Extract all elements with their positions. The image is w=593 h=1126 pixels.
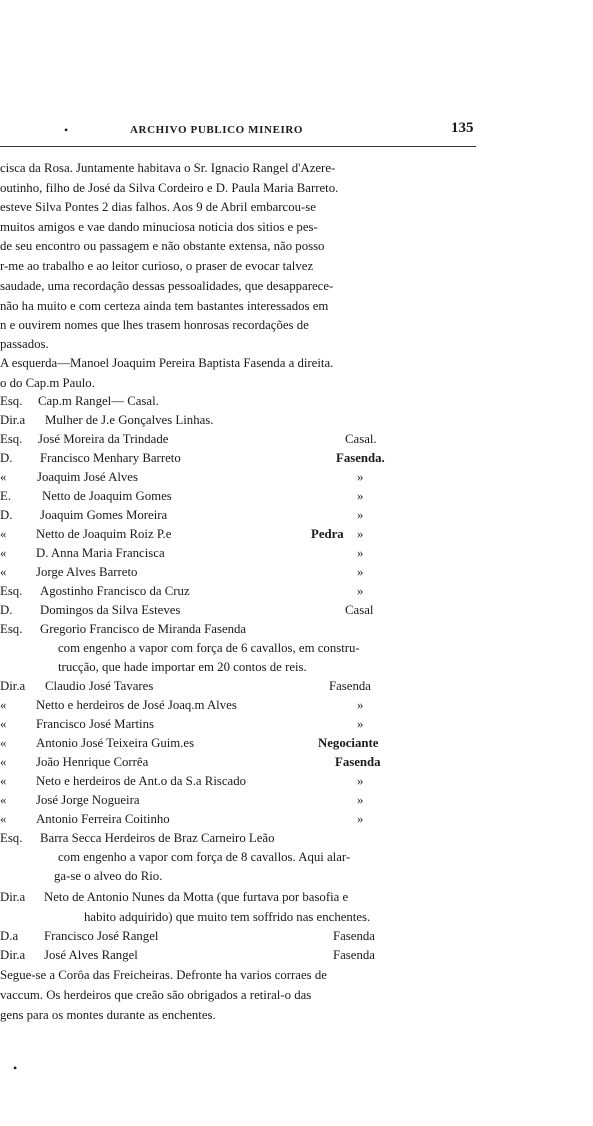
owner-name: Gregorio Francisco de Miranda Fasenda [40,622,247,636]
property-type: Casal [345,603,374,617]
text-line: Segue-se a Corôa das Freicheiras. Defronte ha varios corraes de [0,968,327,982]
side-abbreviation: « [0,717,7,731]
list-item [0,544,480,562]
ditto-mark: » [357,527,364,541]
owner-name: Barra Secca Herdeiros de Braz Carneiro Leão [40,831,275,845]
header-ornament: • [64,123,69,137]
owner-name: José Alves Rangel [44,948,138,962]
list-item [0,506,480,524]
list-item [0,810,480,828]
side-abbreviation: Dir.a [0,413,26,427]
owner-name: Antonio José Teixeira Guim.es [36,736,195,750]
owner-name: Netto e herdeiros de José Joaq.m Alves [36,698,237,712]
text-line: vaccum. Os herdeiros que creão são obrigados a retiral-o das [0,988,312,1002]
list-item [0,411,480,429]
side-abbreviation: D. [0,603,13,617]
property-type: Fasenda [335,755,381,769]
side-abbreviation: « [0,565,7,579]
property-type: Fasenda [333,929,375,943]
owner-name: Domingos da Silva Esteves [40,603,181,617]
entry-note-line: trucção, que hade importar em 20 contos de reis. [58,660,307,674]
side-abbreviation: Esq. [0,432,23,446]
text-line: de seu encontro ou passagem e não obstante extensa, não posso [0,239,325,253]
list-item [0,392,480,410]
text-line: n e ouvirem nomes que lhes trasem honrosas recordações de [0,318,309,332]
owner-name: Neto de Antonio Nunes da Motta (que furtava por basofia e [44,890,349,904]
property-type: Fasenda [329,679,371,693]
ditto-mark: » [357,470,364,484]
side-abbreviation: « [0,698,7,712]
list-item [0,715,480,733]
side-abbreviation: « [0,470,7,484]
text-line: passados. [0,337,49,351]
text-line: muitos amigos e vae dando minuciosa noticia dos sitios e pes- [0,220,318,234]
list-item [0,927,480,945]
list-item [0,696,480,714]
owner-name: Netto de Joaquim Roiz P.e [36,527,172,541]
owner-name: Netto de Joaquim Gomes [42,489,172,503]
side-abbreviation: Esq. [0,831,23,845]
ditto-mark: » [357,508,364,522]
text-line: r-me ao trabalho e ao leitor curioso, o praser de evocar talvez [0,259,314,273]
list-item [0,888,480,906]
ditto-mark: » [357,698,364,712]
owner-name: Neto e herdeiros de Ant.o da S.a Riscado [36,774,247,788]
side-abbreviation: Esq. [0,622,23,636]
list-item [0,582,480,600]
side-abbreviation: D.a [0,929,19,943]
text-line: não ha muito e com certeza ainda tem bastantes interessados em [0,299,329,313]
list-item [0,946,480,964]
side-abbreviation: Dir.a [0,890,26,904]
owner-name: Claudio José Tavares [45,679,154,693]
owner-name: Antonio Ferreira Coitinho [36,812,170,826]
text-line: outinho, filho de José da Silva Cordeiro e D. Paula Maria Barreto. [0,181,339,195]
list-item [0,487,480,505]
owner-name: Francisco José Martins [36,717,154,731]
list-item [0,468,480,486]
list-item [0,753,480,771]
ditto-mark: » [357,489,364,503]
list-item [0,772,480,790]
ditto-mark: » [357,546,364,560]
property-type: Fasenda [333,948,375,962]
ditto-mark: » [357,774,364,788]
running-header: ARCHIVO PUBLICO MINEIRO [130,124,304,136]
side-abbreviation: « [0,546,7,560]
footer-ornament: • [13,1061,18,1075]
owner-name: Jorge Alves Barreto [36,565,138,579]
text-line: saudade, uma recordação dessas pessoalidades, que desapparece- [0,279,334,293]
property-type: Fasenda. [336,451,385,465]
side-abbreviation: D. [0,508,13,522]
list-item [0,449,480,467]
list-item [0,734,480,752]
ditto-mark: » [357,793,364,807]
side-abbreviation: « [0,812,7,826]
entry-note-line: habito adquirido) que muito tem soffrido nas enchentes. [84,910,371,924]
side-abbreviation: Dir.a [0,679,26,693]
side-abbreviation: « [0,527,7,541]
list-item [0,791,480,809]
property-type: Negociante [318,736,379,750]
list-item [0,677,480,695]
owner-name: Agostinho Francisco da Cruz [40,584,190,598]
list-item [0,829,480,847]
entry-note-line: com engenho a vapor com força de 8 cavallos. Aqui alar- [58,850,351,864]
property-type: Pedra [311,527,344,541]
side-abbreviation: « [0,793,7,807]
side-abbreviation: D. [0,451,13,465]
list-item [0,563,480,581]
owner-name: Joaquim José Alves [37,470,138,484]
owner-name: José Jorge Nogueira [36,793,140,807]
owner-name: Francisco Menhary Barreto [40,451,181,465]
owner-name: José Moreira da Trindade [38,432,169,446]
side-abbreviation: « [0,774,7,788]
ditto-mark: » [357,565,364,579]
side-abbreviation: « [0,755,7,769]
text-line: o do Cap.m Paulo. [0,376,95,390]
side-abbreviation: « [0,736,7,750]
owner-name: Francisco José Rangel [44,929,159,943]
side-abbreviation: Esq. [0,394,23,408]
text-line: cisca da Rosa. Juntamente habitava o Sr. Ignacio Rangel d'Azere- [0,161,336,175]
property-type: Casal. [345,432,377,446]
owner-name: D. Anna Maria Francisca [36,546,165,560]
text-line: gens para os montes durante as enchentes. [0,1008,216,1022]
page-number: 135 [451,120,474,136]
entry-note-line: ga-se o alveo do Rio. [54,869,163,883]
owner-name: Joaquim Gomes Moreira [40,508,168,522]
ditto-mark: » [357,812,364,826]
list-item [0,620,480,638]
ditto-mark: » [357,717,364,731]
owner-name: Cap.m Rangel— Casal. [38,394,159,408]
ditto-mark: » [357,584,364,598]
text-line: esteve Silva Pontes 2 dias falhos. Aos 9 de Abril embarcou-se [0,200,316,214]
list-item [0,525,480,543]
owner-name: Mulher de J.e Gonçalves Linhas. [45,413,214,427]
entry-note-line: com engenho a vapor com força de 6 cavallos, em constru- [58,641,360,655]
list-item [0,430,480,448]
side-abbreviation: Dir.a [0,948,26,962]
text-line: A esquerda—Manoel Joaquim Pereira Baptista Fasenda a direita. [0,356,334,370]
header-rule [0,146,476,147]
side-abbreviation: E. [0,489,12,503]
side-abbreviation: Esq. [0,584,23,598]
owner-name: João Henrique Corrêa [36,755,149,769]
list-item [0,601,480,619]
